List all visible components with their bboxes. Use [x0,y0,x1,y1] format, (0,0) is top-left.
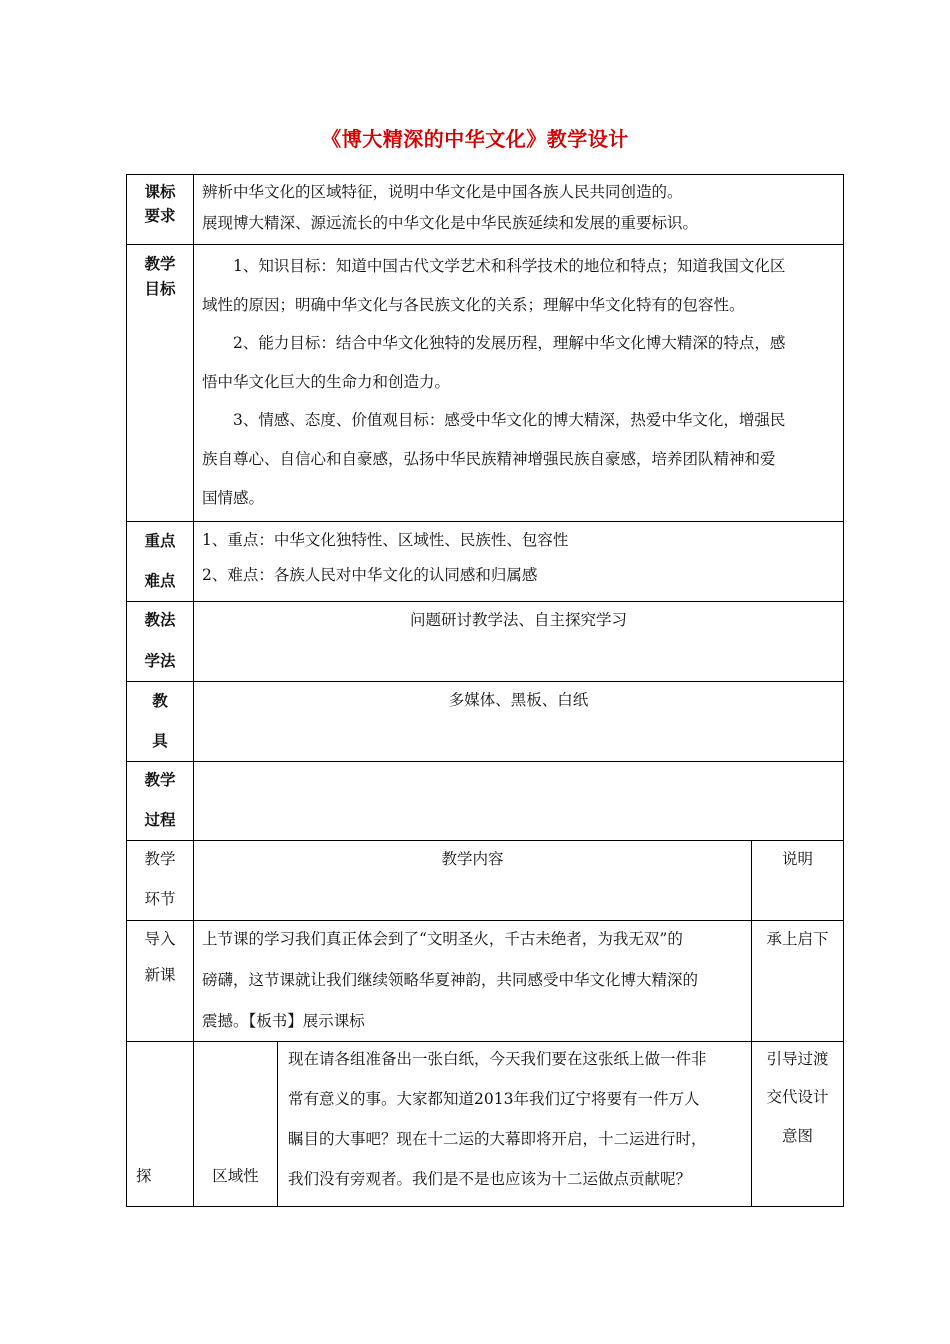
row-label-bottom: 难点 [144,572,176,590]
objective-line: 族自尊心、自信心和自豪感，弘扬中华民族精神增强民族自豪感，培养团队精神和爱 [202,450,776,468]
exploration-note: 交代设计 [766,1088,829,1106]
key-point-line: 1、重点：中华文化独特性、区域性、民族性、包容性 [202,531,569,549]
row-label-bottom: 学法 [144,652,176,670]
methods-text: 问题研讨教学法、自主探究学习 [409,611,627,629]
exploration-note: 引导过渡 [766,1050,829,1068]
row-label-top: 教法 [144,611,176,629]
objective-line: 域性的原因；明确中华文化与各民族文化的关系；理解中华文化特有的包容性。 [202,296,745,314]
header-content: 教学内容 [441,850,504,868]
row-label-bottom: 目标 [144,280,176,298]
exploration-line: 常有意义的事。大家都知道2013年我们辽宁将要有一件万人 [288,1090,700,1108]
stage-label: 探 [136,1167,152,1185]
key-point-line: 2、难点：各族人民对中华文化的认同感和归属感 [202,566,538,584]
stage-label-top: 导入 [144,930,176,948]
header-stage-bottom: 环节 [144,890,176,908]
stage-label-bottom: 新课 [144,966,176,984]
row-label-bottom: 具 [152,732,168,750]
row-label-bottom: 过程 [144,811,176,829]
row-label-top: 教 [152,692,168,710]
row-label-top: 重点 [144,532,176,550]
header-stage-top: 教学 [144,850,176,868]
exploration-line: 现在请各组准备出一张白纸，今天我们要在这张纸上做一件非 [288,1050,707,1068]
objective-line: 悟中华文化巨大的生命力和创造力。 [202,373,451,391]
intro-line: 磅礴，这节课就让我们继续领略华夏神韵，共同感受中华文化博大精深的 [202,971,699,989]
requirement-text: 辨析中华文化的区域特征，说明中华文化是中国各族人民共同创造的。 [202,183,683,201]
intro-line: 震撼。【板书】展示课标 [202,1012,365,1030]
header-note: 说明 [781,850,813,868]
row-label-top: 教学 [144,771,176,789]
objective-line: 3、情感、态度、价值观目标：感受中华文化的博大精深，热爱中华文化，增强民 [233,411,786,429]
intro-note: 承上启下 [766,930,829,948]
exploration-note: 意图 [781,1127,813,1145]
requirement-text: 展现博大精深、源远流长的中华文化是中华民族延续和发展的重要标识。 [202,214,699,232]
intro-line: 上节课的学习我们真正体会到了“文明圣火，千古未绝者，为我无双”的 [202,930,683,948]
exploration-line: 瞩目的大事吧？现在十二运的大幕即将开启，十二运进行时， [288,1130,707,1148]
sub-stage-label: 区域性 [212,1167,259,1185]
row-label-bottom: 要求 [144,207,176,225]
document-title: 《博大精深的中华文化》教学设计 [321,127,629,151]
row-label-top: 教学 [144,255,176,273]
objective-line: 1、知识目标：知道中国古代文学艺术和科学技术的地位和特点；知道我国文化区 [233,257,786,275]
exploration-line: 我们没有旁观者。我们是不是也应该为十二运做点贡献呢？ [288,1170,692,1188]
aids-text: 多媒体、黑板、白纸 [448,691,589,709]
row-label-top: 课标 [144,183,176,201]
objective-line: 2、能力目标：结合中华文化独特的发展历程，理解中华文化博大精深的特点，感 [233,334,786,352]
objective-line: 国情感。 [202,489,265,507]
